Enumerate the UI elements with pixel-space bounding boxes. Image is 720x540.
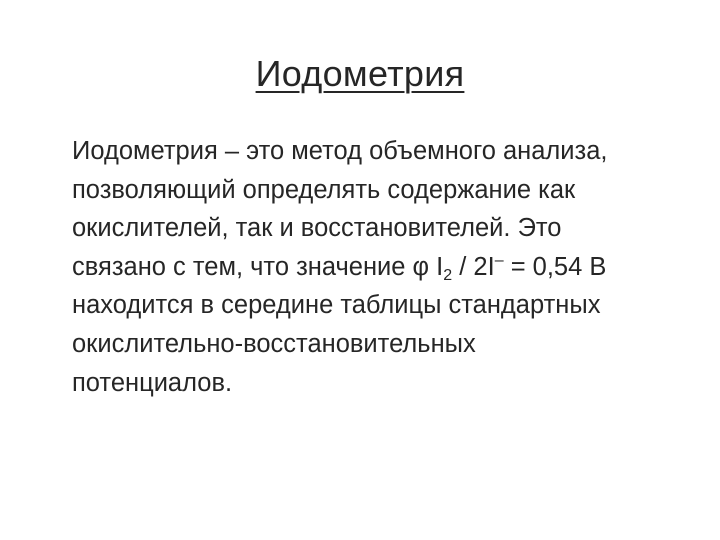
paragraph-line-4-end: = 0,54 В xyxy=(503,252,607,281)
iodine-subscript: 2 xyxy=(443,266,453,284)
paragraph-line-2: позволяющий определять содержание как xyxy=(72,175,576,204)
slide-paragraph xyxy=(40,132,720,402)
iodide-charge-superscript: – xyxy=(494,251,504,269)
paragraph-line-4-start: связано с тем, что значение φ I xyxy=(72,252,444,281)
paragraph-line-5: находится в середине таблицы стандартных xyxy=(72,291,601,320)
slide-title: Иодометрия xyxy=(255,53,465,94)
paragraph-line-4-middle: / 2I xyxy=(452,252,495,281)
paragraph-line-6: окислительно-восстановительных xyxy=(72,329,476,358)
paragraph-line-1: Иодометрия – это метод объемного анализа, xyxy=(72,137,608,165)
paragraph-line-4 xyxy=(72,248,720,287)
paragraph-line-3: окислителей, так и восстановителей. Это xyxy=(72,214,562,243)
paragraph-line-7: потенциалов. xyxy=(72,368,233,397)
